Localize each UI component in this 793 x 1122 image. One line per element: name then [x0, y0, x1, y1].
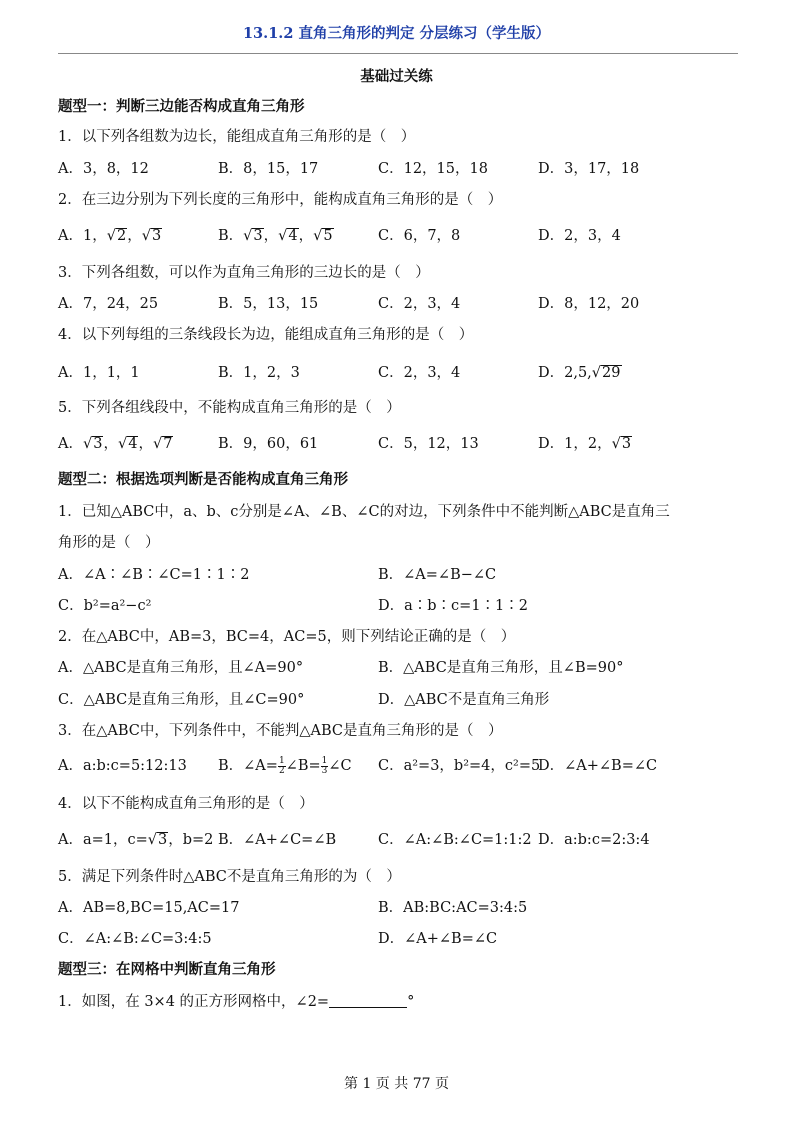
option-d: D．△ABC不是直角三角形	[378, 692, 550, 708]
option-c: C．b²=a²−c²	[58, 598, 152, 614]
option-c: C．2，3，4	[378, 296, 461, 312]
t1-q1-stem: 1．以下列各组数为边长，能组成直角三角形的是（ ）	[58, 129, 416, 145]
option-b: B．8，15，17	[218, 161, 319, 177]
option-a: A．3，8，12	[58, 161, 149, 177]
option-a: A．a:b:c=5:12:13	[58, 758, 187, 774]
header-divider	[58, 53, 738, 54]
type3-title: 题型三：在网格中判断直角三角形	[58, 961, 276, 978]
type2-title: 题型二：根据选项判断是否能构成直角三角形	[58, 471, 348, 488]
t1-q4-stem: 4．以下列每组的三条线段长为边，能组成直角三角形的是（ ）	[58, 327, 474, 343]
option-c: C．∠A:∠B:∠C=1:1:2	[378, 832, 532, 848]
option-a: A．1，1，1	[58, 365, 140, 381]
option-b: B．∠A+∠C=∠B	[218, 832, 337, 848]
option-c: C．∠A:∠B:∠C=3:4:5	[58, 931, 212, 947]
option-c: C．5，12，13	[378, 436, 479, 452]
option-c: C．△ABC是直角三角形，且∠C=90°	[58, 692, 305, 708]
t1-q2-stem: 2．在三边分别为下列长度的三角形中，能构成直角三角形的是（ ）	[58, 192, 503, 208]
option-d: D．∠A+∠B=∠C	[538, 758, 658, 774]
option-b: B．9，60，61	[218, 436, 319, 452]
option-b: B．∠A=∠B−∠C	[378, 567, 497, 583]
option-a: A．∠A∶∠B∶∠C=1∶1∶2	[58, 567, 250, 583]
option-d: D．∠A+∠B=∠C	[378, 931, 498, 947]
section-title: 基础过关练	[360, 68, 433, 85]
option-a: A．AB=8,BC=15,AC=17	[58, 900, 240, 916]
fraction-third: $\frac{1}{3}$	[321, 755, 328, 776]
option-a: A．7，24，25	[58, 296, 159, 312]
option-c: C．a²=3，b²=4，c²=5	[378, 758, 541, 774]
option-c: C．2，3，4	[378, 365, 461, 381]
page-footer: 第 1 页 共 77 页	[344, 1076, 449, 1092]
t2-q4-stem: 4．以下不能构成直角三角形的是（ ）	[58, 796, 314, 812]
page-header-title: 13.1.2 直角三角形的判定 分层练习（学生版）	[242, 25, 551, 42]
t2-q1-stem-line2: 角形的是（ ）	[58, 535, 160, 551]
option-d: D．a:b:c=2:3:4	[538, 832, 650, 848]
answer-blank[interactable]	[329, 993, 407, 1008]
option-b: B．△ABC是直角三角形，且∠B=90°	[378, 660, 624, 676]
option-c: C．6，7，8	[378, 228, 461, 244]
option-b: B．√3，√4，√5	[218, 228, 333, 244]
t2-q5-stem: 5．满足下列条件时△ABC不是直角三角形的为（ ）	[58, 869, 401, 885]
option-b: B．AB:BC:AC=3:4:5	[378, 900, 528, 916]
option-a: A．√3，√4，√7	[58, 436, 173, 452]
option-d: D．1，2，√3	[538, 436, 632, 452]
option-a: A．a=1，c=√3，b=2	[58, 832, 214, 848]
option-d: D．3，17，18	[538, 161, 640, 177]
option-a: A．1，√2，√3	[58, 228, 162, 244]
t1-q5-stem: 5．下列各组线段中，不能构成直角三角形的是（ ）	[58, 400, 401, 416]
t1-q3-stem: 3．下列各组数，可以作为直角三角形的三边长的是（ ）	[58, 265, 430, 281]
option-b: B．∠A= $\frac{1}{2}$ ∠B= $\frac{1}{3}$ ∠C	[218, 755, 352, 776]
option-b: B．1，2，3	[218, 365, 300, 381]
option-d: D．2，3，4	[538, 228, 621, 244]
type1-title: 题型一：判断三边能否构成直角三角形	[58, 98, 305, 115]
option-b: B．5，13，15	[218, 296, 319, 312]
t2-q3-stem: 3．在△ABC中，下列条件中，不能判△ABC是直角三角形的是（ ）	[58, 723, 503, 739]
option-c: C．12，15，18	[378, 161, 488, 177]
t2-q2-stem: 2．在△ABC中，AB=3，BC=4，AC=5，则下列结论正确的是（ ）	[58, 629, 516, 645]
option-d: D．2,5,√29	[538, 365, 621, 381]
option-d: D．8，12，20	[538, 296, 640, 312]
t2-q1-stem-line1: 1．已知△ABC中，a、b、c分别是∠A、∠B、∠C的对边，下列条件中不能判断△ABC是直角三	[58, 504, 670, 520]
option-a: A．△ABC是直角三角形，且∠A=90°	[58, 660, 304, 676]
t3-q1-stem: 1．如图，在 3×4 的正方形网格中，∠2= °	[58, 994, 415, 1010]
option-d: D．a∶b∶c=1∶1∶2	[378, 598, 528, 614]
fraction-half: $\frac{1}{2}$	[278, 755, 285, 776]
